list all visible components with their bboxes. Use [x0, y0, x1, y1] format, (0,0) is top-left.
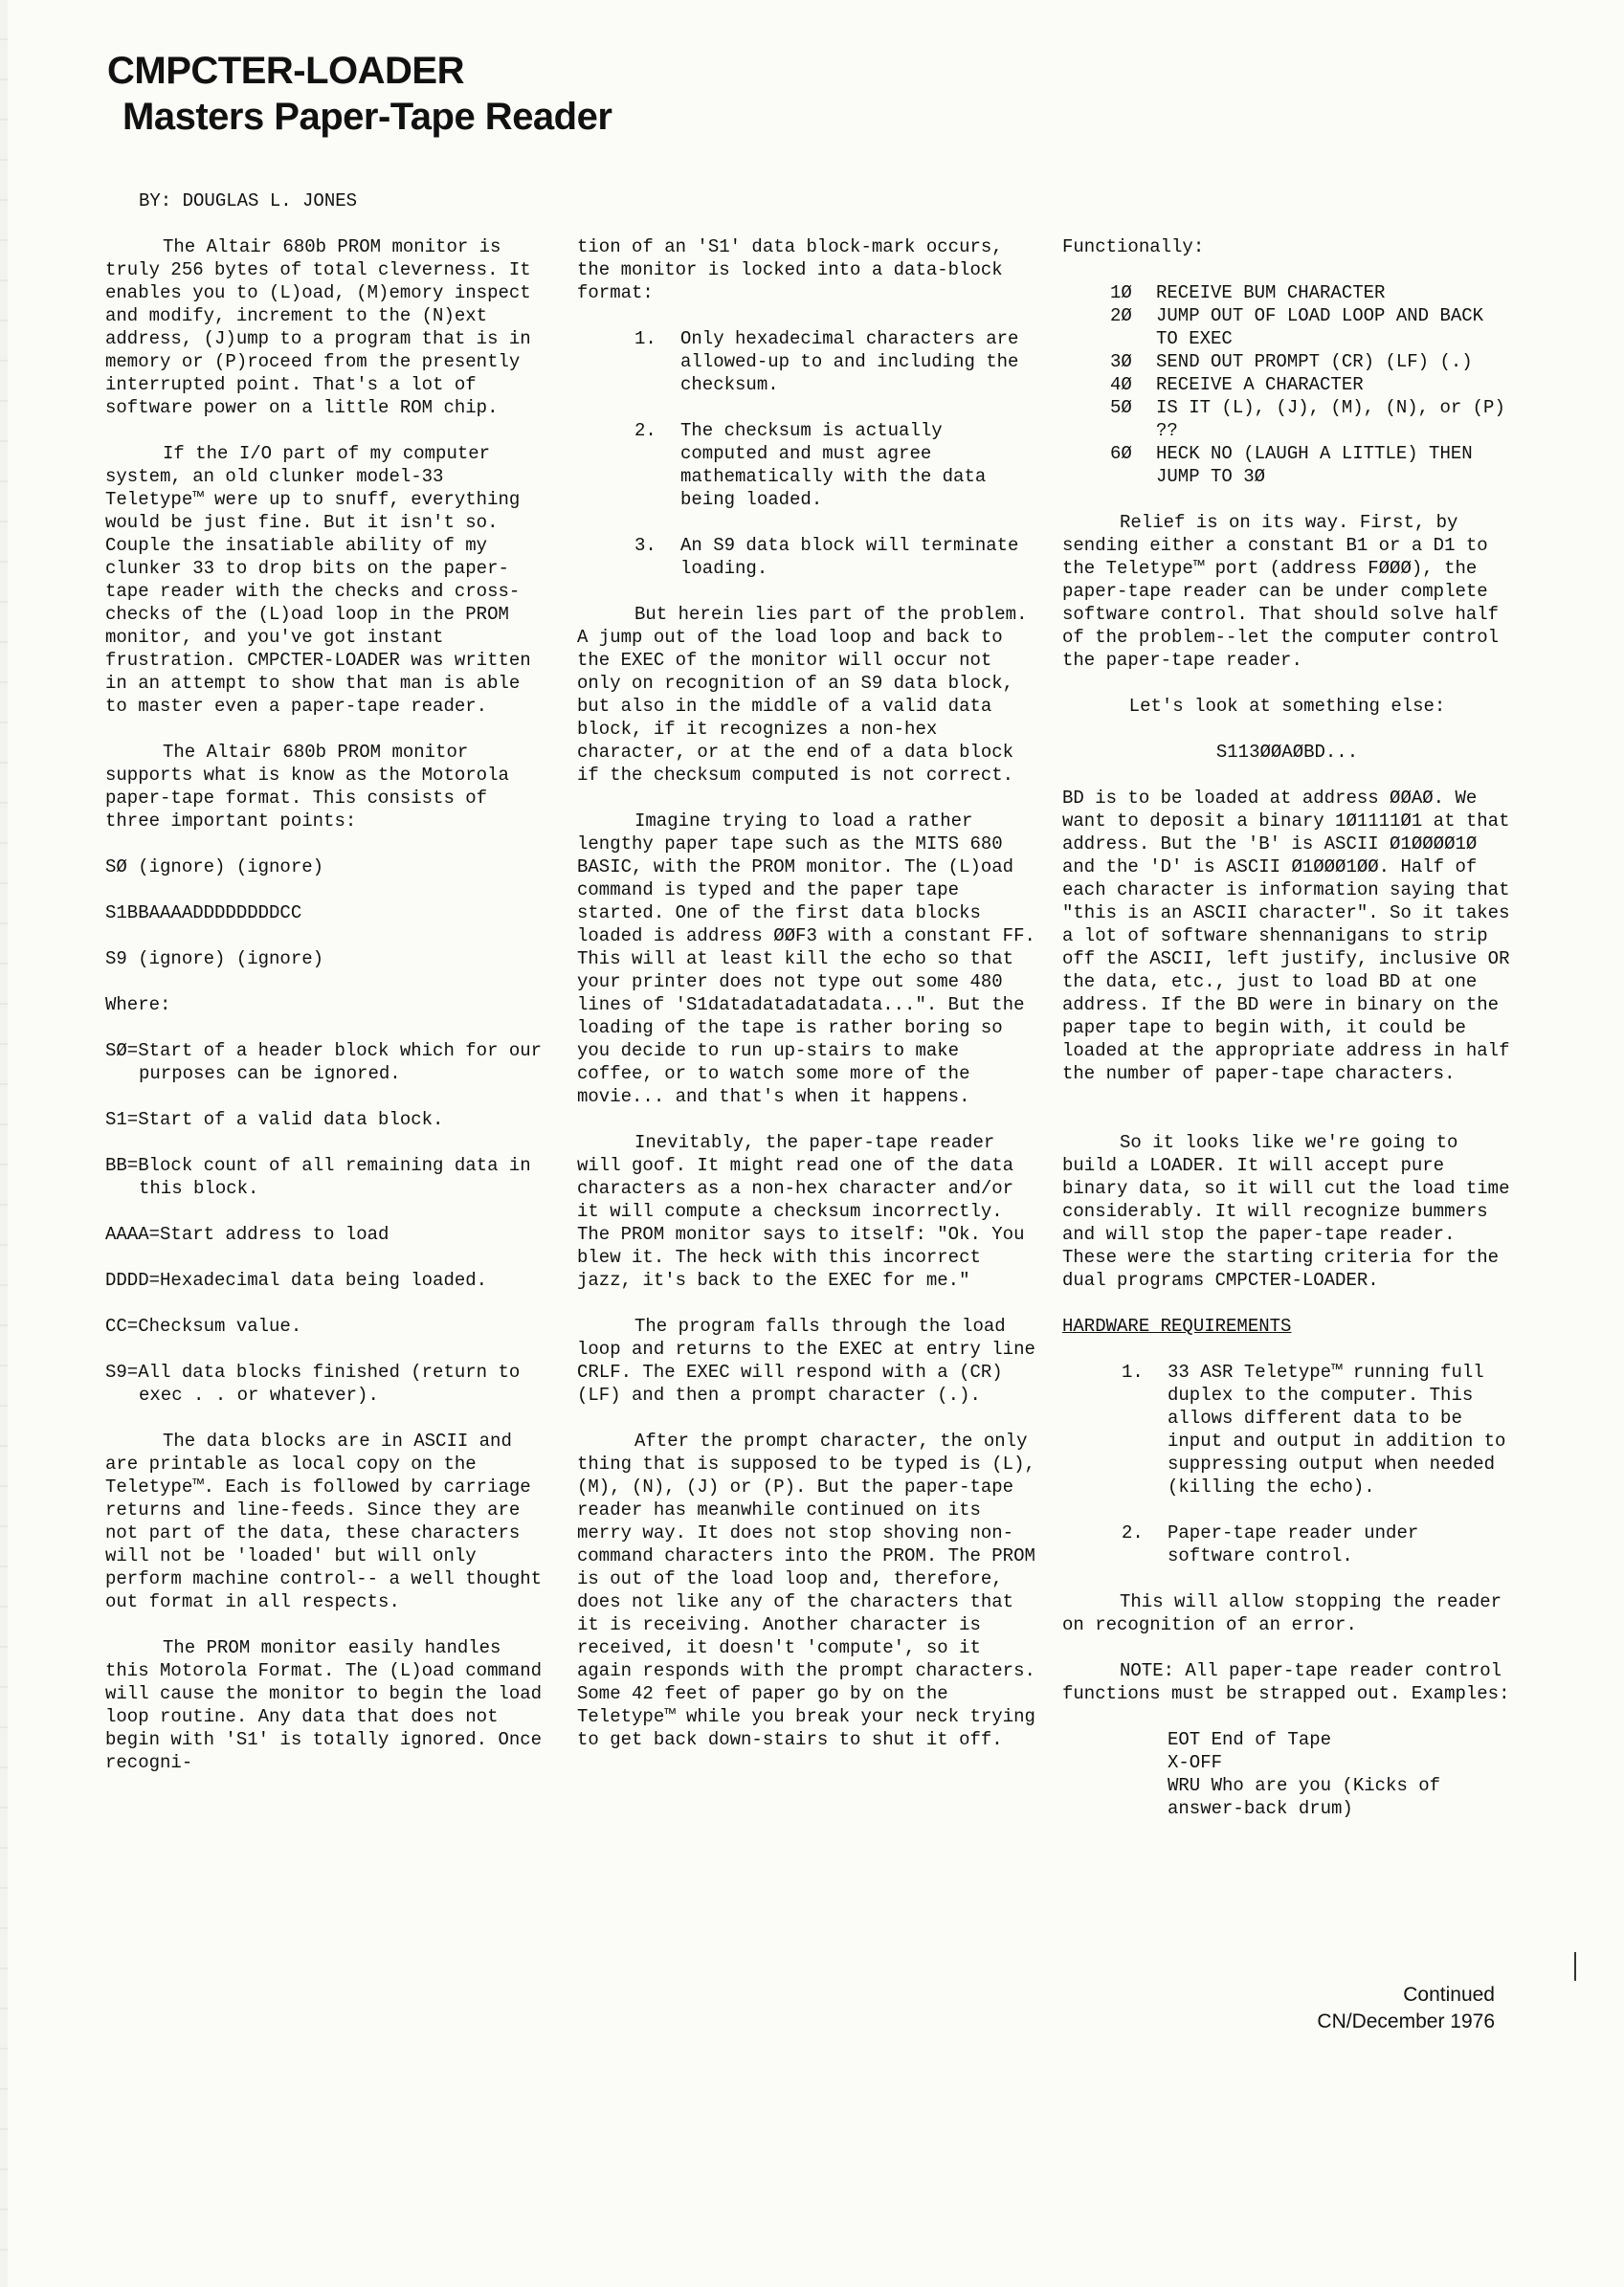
step-number: 1Ø [1110, 282, 1132, 303]
step-row [1110, 281, 1512, 304]
list-item [577, 534, 1036, 580]
list-text: The checksum is actually computed and must agree mathematically with the data being loaded. [680, 420, 987, 510]
numbered-list [577, 327, 1036, 580]
example-line: EOT End of Tape [1168, 1729, 1332, 1750]
paragraph: So it looks like we're going to build a LOADER. It will accept pure binary data, so it will cut the load time considerably. It will recognize bummers and will stop the paper-tape reader. These were the starting criteria for the dual programs CMPCTER-LOADER. [1062, 1132, 1510, 1291]
step-text: SEND OUT PROMPT (CR) (LF) (.) [1156, 351, 1473, 372]
step-text: JUMP OUT OF LOAD LOOP AND BACK TO EXEC [1156, 305, 1484, 349]
step-row [1110, 396, 1512, 442]
record-format-line: S1BBAAAADDDDDDDDCC [105, 902, 302, 923]
step-text: IS IT (L), (J), (M), (N), or (P) ?? [1156, 397, 1505, 441]
list-number: 2. [1122, 1522, 1144, 1543]
step-number: 3Ø [1110, 351, 1132, 372]
step-row [1110, 442, 1512, 488]
list-number: 1. [1122, 1362, 1144, 1383]
definition: SØ=Start of a header block which for our purposes can be ignored. [105, 1040, 543, 1084]
step-number: 4Ø [1110, 374, 1132, 395]
functionally-label: Functionally: [1062, 236, 1205, 257]
step-text: RECEIVE A CHARACTER [1156, 374, 1364, 395]
list-text: 33 ASR Teletype™ running full duplex to the computer. This allows different data to be input and output in addition to suppressing output when needed (killing the echo). [1168, 1362, 1506, 1498]
definition: CC=Checksum value. [105, 1316, 302, 1337]
definition: S9=All data blocks finished (return to exec . . or whatever). [105, 1362, 521, 1406]
continued-label: Continued [1403, 1984, 1495, 2006]
issue-footer: CN/December 1976 [1317, 2010, 1495, 2032]
paragraph: Let's look at something else: [1128, 696, 1446, 717]
list-text: Only hexadecimal characters are allowed-up to and including the checksum. [680, 328, 1019, 395]
list-text: An S9 data block will terminate loading. [680, 535, 1019, 579]
example-line: WRU Who are you (Kicks of answer-back drum) [1168, 1775, 1441, 1819]
page-edge [0, 0, 8, 2287]
margin-mark [1574, 1952, 1576, 1981]
section-heading: HARDWARE REQUIREMENTS [1062, 1316, 1292, 1337]
article-title: CMPCTER-LOADER [107, 50, 464, 92]
list-text: Paper-tape reader under software control. [1168, 1522, 1419, 1566]
step-number: 6Ø [1110, 443, 1132, 464]
list-item [1062, 1361, 1512, 1499]
list-number: 3. [634, 535, 656, 556]
paragraph: Relief is on its way. First, by sending either a constant B1 or a D1 to the Teletype™ port (address FØØØ), the paper-tape reader can be under complete software control. That should solve half of the problem--let the computer control the paper-tape reader. [1062, 512, 1500, 671]
record-format-line: S9 (ignore) (ignore) [105, 948, 324, 969]
paragraph: tion of an 'S1' data block-mark occurs, the monitor is locked into a data-block format: [577, 236, 1003, 303]
list-item [1062, 1521, 1512, 1567]
definition: S1=Start of a valid data block. [105, 1109, 444, 1130]
paragraph: This will allow stopping the reader on recognition of an error. [1062, 1591, 1502, 1635]
paragraph: The Altair 680b PROM monitor supports what is know as the Motorola paper-tape format. This consists of three important points: [105, 742, 509, 832]
example-line: X-OFF [1168, 1752, 1223, 1773]
paragraph: The program falls through the load loop and returns to the EXEC at entry line CRLF. The EXEC will respond with a (CR) (LF) and then a prompt character (.). [577, 1316, 1035, 1406]
code-sample: S113ØØAØBD... [1215, 742, 1359, 763]
hardware-list [1062, 1361, 1512, 1567]
paragraph: The PROM monitor easily handles this Motorola Format. The (L)oad command will cause the monitor to begin the load loop routine. Any data that does not begin with 'S1' is totally ignored. Once recogni- [105, 1637, 543, 1773]
paragraph: If the I/O part of my computer system, an old clunker model-33 Teletype™ were up to snuff, everything would be just fine. But it isn't so. Couple the insatiable ability of my clunker 33 to drop bits on the paper-tape reader with the checks and cross-checks of the (L)oad loop in the PROM monitor, and you've got instant frustration. CMPCTER-LOADER was written in an attempt to show that man is able to master even a paper-tape reader. [105, 443, 531, 717]
list-number: 1. [634, 328, 656, 349]
paragraph: The data blocks are in ASCII and are printable as local copy on the Teletype™. Each is followed by carriage returns and line-feeds. Since they are not part of the data, these characters will not be 'loaded' but will only perform machine control-- a well thought out format in all respects. [105, 1431, 543, 1612]
record-format-line: SØ (ignore) (ignore) [105, 856, 324, 877]
paragraph: But herein lies part of the problem. A jump out of the load loop and back to the EXEC of the monitor will occur not only on recognition of an S9 data block, but also in the middle of a valid data block, if it recognizes a non-hex character, or at the end of a data block if the checksum computed is not correct. [577, 604, 1028, 786]
step-number: 5Ø [1110, 397, 1132, 418]
paragraph: Inevitably, the paper-tape reader will goof. It might read one of the data characters as a non-hex character and/or it will compute a checksum incorrectly. The PROM monitor says to itself: "Ok. You blew it. The heck with this incorrect jazz, it's back to the EXEC for me." [577, 1132, 1025, 1291]
paragraph: BD is to be loaded at address ØØAØ. We want to deposit a binary 1Ø1111Ø1 at that address. But the 'B' is ASCII Ø1ØØØØ1Ø and the 'D' is ASCII Ø1ØØØ1ØØ. Half of each character is information saying that "this is an ASCII character". So it takes a lot of software shennanigans to strip off the ASCII, left justify, inclusive OR the data, etc., just to load BD at one address. If the BD were in binary on the paper tape to begin with, it could be loaded at the appropriate address in half the number of paper-tape characters. [1062, 788, 1510, 1084]
paragraph: The Altair 680b PROM monitor is truly 256 bytes of total cleverness. It enables you to (L)oad, (M)emory inspect and modify, increment to the (N)ext address, (J)ump to a program that is in memory or (P)roceed from the presently interrupted point. That's a lot of software power on a little ROM chip. [105, 236, 531, 418]
paragraph: Imagine trying to load a rather lengthy paper tape such as the MITS 680 BASIC, with the PROM monitor. The (L)oad command is typed and the paper tape started. One of the first data blocks loaded is address ØØF3 with a constant FF. This will at least kill the echo so that your printer does not type out some 480 lines of 'S1datadatadatadata...". But the loading of the tape is rather boring so you decide to run up-stairs to make coffee, or to watch some more of the movie... and that's when it happens. [577, 810, 1035, 1107]
definition: BB=Block count of all remaining data in this block. [105, 1155, 531, 1199]
step-row [1110, 304, 1512, 350]
column-3 [1062, 235, 1512, 1820]
column-2 [577, 235, 1036, 1774]
program-steps [1110, 281, 1512, 488]
step-row [1110, 350, 1512, 373]
byline: BY: DOUGLAS L. JONES [139, 190, 358, 211]
step-text: HECK NO (LAUGH A LITTLE) THEN JUMP TO 3Ø [1156, 443, 1473, 487]
list-item [577, 419, 1036, 511]
paragraph: After the prompt character, the only thing that is supposed to be typed is (L), (M), (N), (J) or (P). But the paper-tape reader has meanwhile continued on its merry way. It does not stop shoving non-command characters into the PROM. The PROM is out of the load loop and, therefore, does not like any of the characters that it is receiving. Another character is received, it doesn't 'compute', so it again responds with the prompt characters. Some 42 feet of paper go by on the Teletype™ while you break your neck trying to get back down-stairs to shut it off. [577, 1431, 1035, 1750]
definition: DDDD=Hexadecimal data being loaded. [105, 1270, 488, 1291]
where-label: Where: [105, 994, 171, 1015]
article-subtitle: Masters Paper-Tape Reader [122, 96, 612, 138]
step-text: RECEIVE BUM CHARACTER [1156, 282, 1386, 303]
paragraph: NOTE: All paper-tape reader control functions must be strapped out. Examples: [1062, 1660, 1510, 1704]
definition: AAAA=Start address to load [105, 1224, 389, 1245]
step-row [1110, 373, 1512, 396]
list-item [577, 327, 1036, 396]
step-number: 2Ø [1110, 305, 1132, 326]
list-number: 2. [634, 420, 656, 441]
column-1 [105, 235, 545, 1797]
